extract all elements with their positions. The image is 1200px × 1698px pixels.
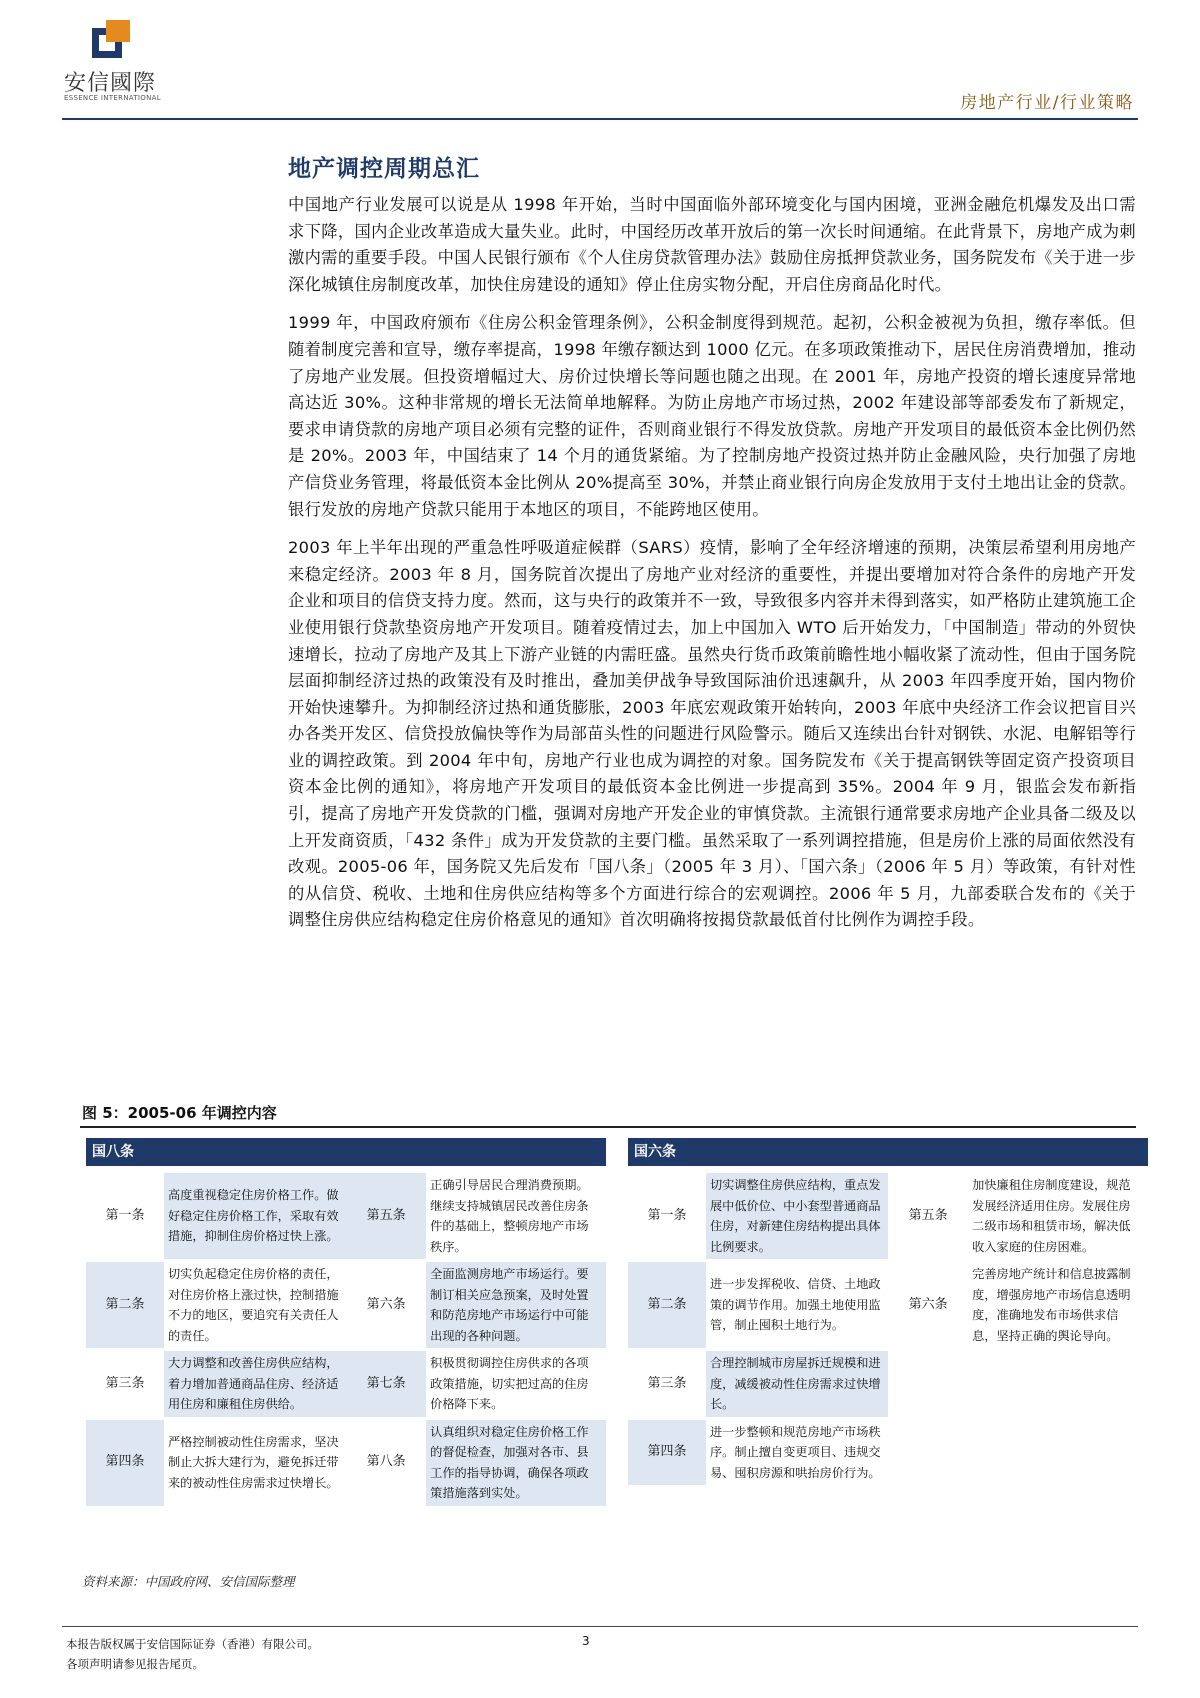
panel-title: 国六条: [628, 1138, 1148, 1166]
article-text: 严格控制被动性住房需求，坚决制止大拆大建行为，避免拆迁带来的被动性住房需求过快增长。: [168, 1434, 339, 1490]
article-label: 第二条: [628, 1262, 706, 1348]
table-row: [628, 1420, 1148, 1486]
figure-divider: [80, 1126, 1136, 1128]
article-text: 积极贯彻调控住房供求的各项政策措施，切实把过高的住房价格降下来。: [430, 1356, 589, 1411]
article-label: 第一条: [105, 1207, 145, 1223]
panel-title: 国八条: [86, 1138, 606, 1166]
empty-cell: [888, 1351, 968, 1417]
panel-guobatiao: [86, 1138, 606, 1509]
header-divider: [62, 118, 1138, 120]
article-text: 大力调整和改善住房供应结构，着力增加普通商品住房、经济适用住房和廉租住房供给。: [164, 1351, 346, 1417]
article-text: 合理控制城市房屋拆迁规模和进度，减缓被动性住房需求过快增长。: [706, 1351, 888, 1417]
footer-line: 各项声明请参见报告尾页。: [66, 1657, 204, 1671]
article-label: 第三条: [647, 1375, 687, 1391]
article-label: 第二条: [86, 1262, 164, 1348]
footer-divider: [62, 1626, 1138, 1627]
article-label: 第五条: [908, 1207, 948, 1223]
table-row: [628, 1262, 1148, 1348]
article-label: 第六条: [366, 1296, 406, 1312]
article-text: 切实调整住房供应结构，重点发展中低价位、中小套型普通商品住房，对新建住房结构提出具体比例要求。: [706, 1173, 888, 1259]
table-row: [86, 1351, 606, 1417]
company-name-english: ESSENCE INTERNATIONAL: [64, 94, 161, 102]
paragraph: 2003 年上半年出现的严重急性呼吸道症候群（SARS）疫情，影响了全年经济增速的预期，决策层希望利用房地产来稳定经济。2003 年 8 月，国务院首次提出了房地产业对经济的重要性，并提出要增加对符合条件的房地产开发企业和项目的信贷支持力度。然而，这与央行的政策并不一致，导致很多内容并未得到落实，如严格防止建筑施工企业使用银行贷款垫资房地产开发项目。随着疫情过去，加上中国加入 WTO 后开始发力，「中国制造」带动的外贸快速增长，拉动了房地产及其上下游产业链的内需旺盛。虽然央行货币政策前瞻性地小幅收紧了流动性，但由于国务院层面抑制经济过热的政策没有及时推出，叠加美伊战争导致国际油价迅速飙升，从 2003 年四季度开始，国内物价开始快速攀升。为抑制经济过热和通货膨胀，2003 年底宏观政策开始转向，2003 年底中央经济工作会议把盲目兴办各类开发区、信贷投放偏快等作为局部苗头性的问题进行风险警示。随后又连续出台针对钢铁、水泥、电解铝等行业的调控政策。到 2004 年中旬，房地产行业也成为调控的对象。国务院发布《关于提高钢铁等固定资产投资项目资本金比例的通知》，将房地产开发项目的最低资本金比例进一步提高到 35%。2004 年 9 月，银监会发布新指引，提高了房地产开发贷款的门槛，强调对房地产开发企业的审慎贷款。主流银行通常要求房地产企业具备二级及以上开发商资质，「432 条件」成为开发贷款的主要门槛。虽然采取了一系列调控措施，但是房价上涨的局面依然没有改观。2005-06 年，国务院又先后发布「国八条」（2005 年 3 月）、「国六条」（2006 年 5 月）等政策，有针对性的从信贷、税收、土地和住房供应结构等多个方面进行综合的宏观调控。2006 年 5 月，九部委联合发布的《关于调整住房供应结构稳定住房价格意见的通知》首次明确将按揭贷款最低首付比例作为调控手段。: [288, 538, 1136, 930]
article-text: 高度重视稳定住房价格工作。做好稳定住房价格工作，采取有效措施，抑制住房价格过快上涨。: [164, 1173, 346, 1259]
article-label: 第八条: [366, 1454, 406, 1470]
company-name: 安信國際: [64, 71, 157, 96]
report-category: 房地产行业/行业策略: [960, 93, 1134, 113]
paragraph: 1999 年，中国政府颁布《住房公积金管理条例》，公积金制度得到规范。起初，公积金被视为负担，缴存率低。但随着制度完善和宣导，缴存率提高，1998 年缴存额达到 1000 亿元。在多项政策推动下，居民住房消费增加，推动了房地产业发展。但投资增幅过大、房价过快增长等问题也随之出现。在 2001 年，房地产投资的增长速度异常地高达近 30%。这种非常规的增长无法简单地解释。为防止房地产市场过热，2002 年建设部等部委发布了新规定，要求申请贷款的房地产项目必须有完整的证件，否则商业银行不得发放贷款。房地产开发项目的最低资本金比例仍然是 20%。2003 年，中国结束了 14 个月的通货紧缩。为了控制房地产投资过热并防止金融风险，央行加强了房地产信贷业务管理，将最低资本金比例从 20%提高至 30%，并禁止商业银行向房企发放用于支付土地出让金的贷款。银行发放的房地产贷款只能用于本地区的项目，不能跨地区使用。: [288, 313, 1136, 519]
figure-title: 图 5：2005-06 年调控内容: [82, 1104, 277, 1122]
table-row: [628, 1351, 1148, 1417]
empty-cell: [968, 1420, 1148, 1486]
panel-guoliutiao: [628, 1138, 1148, 1488]
empty-cell: [968, 1351, 1148, 1417]
paragraph: 中国地产行业发展可以说是从 1998 年开始，当时中国面临外部环境变化与国内困境，亚洲金融危机爆发及出口需求下降，国内企业改革造成大量失业。此时，中国经历改革开放后的第一次长时间通缩。在此背景下，房地产成为刺激内需的重要手段。中国人民银行颁布《个人住房贷款管理办法》鼓励住房抵押贷款业务，国务院发布《关于进一步深化城镇住房制度改革，加快住房建设的通知》停止住房实物分配，开启住房商品化时代。: [288, 195, 1136, 294]
table-row: [628, 1173, 1148, 1259]
table-row: [86, 1173, 606, 1259]
policy-table: [86, 1170, 606, 1509]
page-number: 3: [582, 1634, 590, 1648]
article-text: 加快廉租住房制度建设，规范发展经济适用住房。发展住房二级市场和租赁市场，解决低收入家庭的住房困难。: [972, 1178, 1131, 1254]
article-label: 第七条: [346, 1351, 426, 1417]
article-label: 第三条: [105, 1375, 145, 1391]
body-text: [288, 192, 1136, 946]
section-title: 地产调控周期总汇: [288, 156, 480, 182]
company-logo-icon: [90, 18, 132, 60]
article-label: 第一条: [647, 1207, 687, 1223]
figure-source: 资料来源：中国政府网、安信国际整理: [82, 1574, 295, 1589]
table-row: [86, 1262, 606, 1348]
empty-cell: [888, 1420, 968, 1486]
article-text: 进一步发挥税收、信贷、土地政策的调节作用。加强土地使用监管，制止囤积土地行为。: [710, 1277, 881, 1333]
article-label: 第五条: [346, 1173, 426, 1259]
article-label: 第四条: [628, 1420, 706, 1486]
article-label: 第六条: [908, 1296, 948, 1312]
policy-table: [628, 1170, 1148, 1488]
page-header: [0, 0, 1200, 120]
footer-disclaimer: [66, 1634, 319, 1674]
article-text: 进一步整顿和规范房地产市场秩序。制止擅自变更项目、违规交易、囤积房源和哄抬房价行为。: [710, 1424, 881, 1480]
table-row: [86, 1420, 606, 1506]
article-text: 正确引导居民合理消费预期。继续支持城镇居民改善住房条件的基础上，整顿房地产市场秩序。: [430, 1178, 589, 1254]
footer-line: 本报告版权属于安信国际证券（香港）有限公司。: [66, 1637, 319, 1651]
article-text: 认真组织对稳定住房价格工作的督促检查，加强对各市、县工作的指导协调，确保各项政策措施落到实处。: [426, 1420, 606, 1506]
article-text: 切实负起稳定住房价格的责任，对住房价格上涨过快，控制措施不力的地区，要追究有关责任人的责任。: [168, 1267, 339, 1343]
article-text: 完善房地产统计和信息披露制度，增强房地产市场信息透明度，准确地发布市场供求信息，坚持正确的舆论导向。: [972, 1267, 1131, 1343]
article-label: 第四条: [86, 1420, 164, 1506]
article-text: 全面监测房地产市场运行。要制订相关应急预案，及时处置和防范房地产市场运行中可能出现的各种问题。: [426, 1262, 606, 1348]
